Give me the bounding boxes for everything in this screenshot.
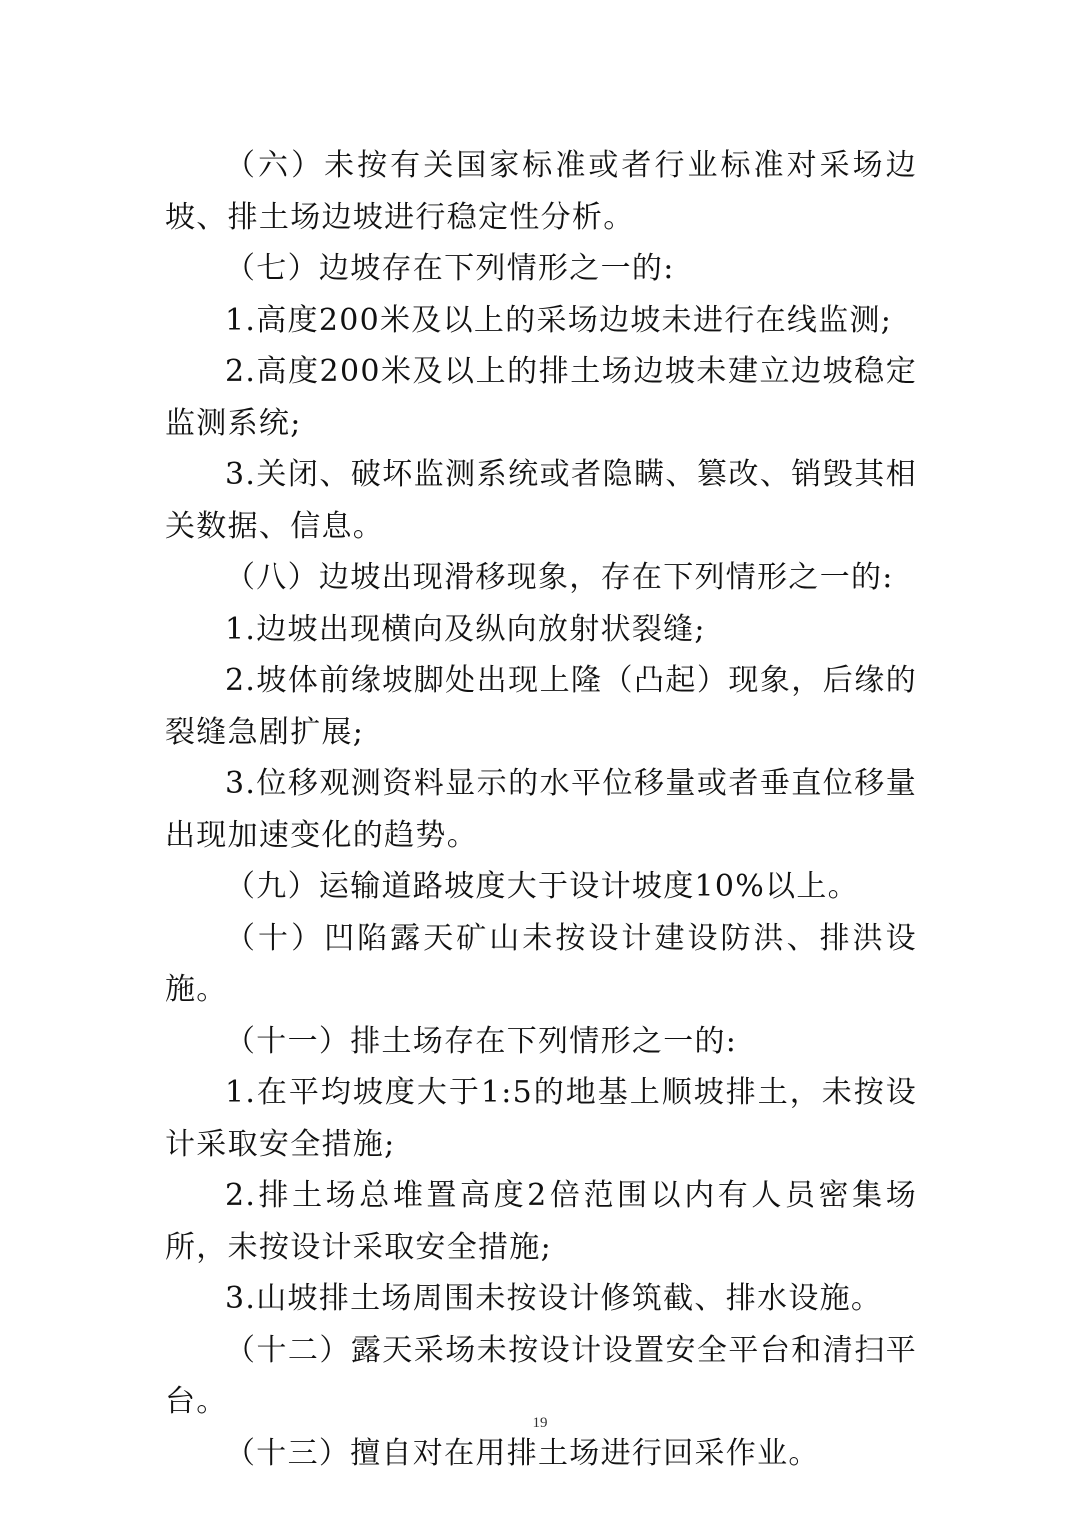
list-item: 3.山坡排土场周围未按设计修筑截、排水设施。 <box>225 1281 883 1316</box>
list-item: 3.关闭、破坏监测系统或者隐瞒、篡改、销毁其相关数据、信息。 <box>165 457 917 544</box>
list-item: 1.边坡出现横向及纵向放射状裂缝; <box>225 611 706 647</box>
paragraph-12: （十二）露天采场未按设计设置安全平台和清扫平台。 <box>165 1332 917 1419</box>
paragraph-13: （十三）擅自对在用排土场进行回采作业。 <box>225 1435 820 1471</box>
paragraph-8: （八）边坡出现滑移现象，存在下列情形之一的: <box>225 560 894 595</box>
list-item: 2.高度200米及以上的排土场边坡未建立边坡稳定监测系统; <box>165 354 917 441</box>
paragraph-10: （十）凹陷露天矿山未按设计建设防洪、排洪设施。 <box>165 920 917 1007</box>
document-body <box>165 140 917 1479</box>
list-item: 2.坡体前缘坡脚处出现上隆（凸起）现象，后缘的裂缝急剧扩展; <box>165 663 917 750</box>
page-number: 19 <box>532 1415 548 1431</box>
paragraph-7: （七）边坡存在下列情形之一的: <box>225 251 675 286</box>
paragraph-6: （六）未按有关国家标准或者行业标准对采场边坡、排土场边坡进行稳定性分析。 <box>165 148 917 235</box>
list-item: 1.高度200米及以上的采场边坡未进行在线监测; <box>225 302 893 338</box>
list-item: 2.排土场总堆置高度2倍范围以内有人员密集场所，未按设计采取安全措施; <box>165 1178 917 1265</box>
list-item: 3.位移观测资料显示的水平位移量或者垂直位移量出现加速变化的趋势。 <box>165 766 917 853</box>
paragraph-11: （十一）排土场存在下列情形之一的: <box>225 1023 738 1059</box>
paragraph-9: （九）运输道路坡度大于设计坡度10%以上。 <box>225 869 859 904</box>
list-item: 1.在平均坡度大于1:5的地基上顺坡排土，未按设计采取安全措施; <box>165 1075 917 1162</box>
